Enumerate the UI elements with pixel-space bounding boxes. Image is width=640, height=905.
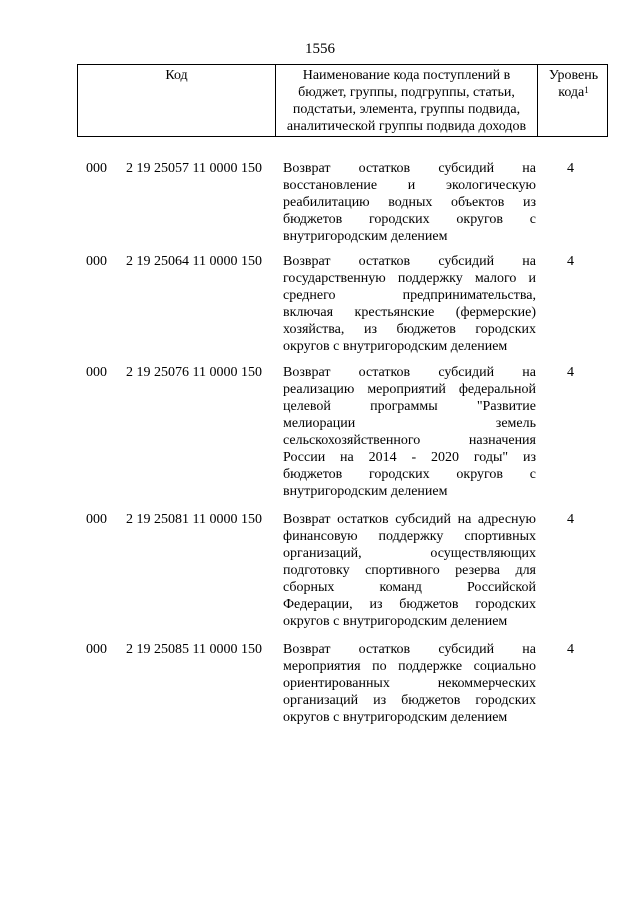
table-header [77, 64, 608, 137]
admin-code: 000 [86, 161, 107, 176]
revenue-name [283, 160, 536, 245]
revenue-name-line: хозяйства, из бюджетов городских [283, 322, 536, 337]
revenue-name-line: включая крестьянские (фермерские) [283, 305, 536, 320]
revenue-name-line: финансовую поддержку спортивных [283, 529, 536, 544]
header-name-line: аналитической группы подвида доходов [286, 119, 527, 134]
code-level: 4 [567, 365, 574, 380]
admin-code: 000 [86, 512, 107, 527]
revenue-name-line: России на 2014 - 2020 годы" из [283, 450, 536, 465]
revenue-name [283, 641, 536, 726]
code-level: 4 [567, 642, 574, 657]
revenue-name-line: целевой программы "Развитие [283, 399, 536, 414]
revenue-name-line: бюджетов городских округов с [283, 467, 536, 482]
revenue-name-line: организаций из бюджетов городских [283, 693, 536, 708]
revenue-name-line: округов с внутригородским делением [283, 710, 508, 725]
revenue-name-line: государственную поддержку малого и [283, 271, 536, 286]
header-name-line: подстатьи, элемента, группы подвида, [292, 102, 521, 117]
revenue-name-line: восстановление и экологическую [283, 178, 536, 193]
header-name-line: бюджет, группы, подгруппы, статьи, [298, 85, 515, 100]
header-code: Код [78, 65, 276, 136]
revenue-name-line: бюджетов городских округов с [283, 212, 536, 227]
header-level-line: Уровень [548, 68, 599, 83]
header-level-text: кода [558, 85, 585, 100]
revenue-name [283, 511, 536, 630]
revenue-name-line: среднего предпринимательства, [283, 288, 536, 303]
header-name-line: Наименование кода поступлений в [302, 68, 511, 83]
revenue-code: 2 19 25085 11 0000 150 [126, 642, 262, 657]
revenue-name-line: внутригородским делением [283, 484, 448, 499]
footnote-marker: 1 [584, 85, 589, 95]
revenue-code: 2 19 25081 11 0000 150 [126, 512, 262, 527]
revenue-name-line: Возврат остатков субсидий на [283, 254, 536, 269]
revenue-name-line: сельскохозяйственного назначения [283, 433, 536, 448]
revenue-name-line: подготовку спортивного резерва для [283, 563, 536, 578]
revenue-name-line: округов с внутригородским делением [283, 339, 508, 354]
revenue-name [283, 253, 536, 355]
revenue-name-line: Возврат остатков субсидий на [283, 642, 536, 657]
revenue-name-line: внутригородским делением [283, 229, 448, 244]
page-number: 1556 [305, 41, 335, 57]
header-level-line [538, 84, 609, 101]
revenue-code: 2 19 25064 11 0000 150 [126, 254, 262, 269]
revenue-name-line: организаций, осуществляющих [283, 546, 536, 561]
admin-code: 000 [86, 642, 107, 657]
revenue-name-line: реабилитацию водных объектов из [283, 195, 536, 210]
code-level: 4 [567, 512, 574, 527]
revenue-name-line: сборных команд Российской [283, 580, 536, 595]
revenue-name [283, 364, 536, 500]
header-level [538, 65, 609, 136]
revenue-name-line: реализацию мероприятий федеральной [283, 382, 536, 397]
revenue-code: 2 19 25057 11 0000 150 [126, 161, 262, 176]
admin-code: 000 [86, 254, 107, 269]
header-name [276, 65, 538, 136]
code-level: 4 [567, 254, 574, 269]
revenue-name-line: ориентированных некоммерческих [283, 676, 536, 691]
revenue-name-line: Возврат остатков субсидий на адресную [283, 512, 536, 527]
admin-code: 000 [86, 365, 107, 380]
code-level: 4 [567, 161, 574, 176]
revenue-name-line: округов с внутригородским делением [283, 614, 508, 629]
revenue-name-line: мелиорации земель [283, 416, 536, 431]
revenue-name-line: мероприятия по поддержке социально [283, 659, 536, 674]
revenue-code: 2 19 25076 11 0000 150 [126, 365, 262, 380]
revenue-name-line: Возврат остатков субсидий на [283, 161, 536, 176]
revenue-name-line: Возврат остатков субсидий на [283, 365, 536, 380]
revenue-name-line: Федерации, из бюджетов городских [283, 597, 536, 612]
